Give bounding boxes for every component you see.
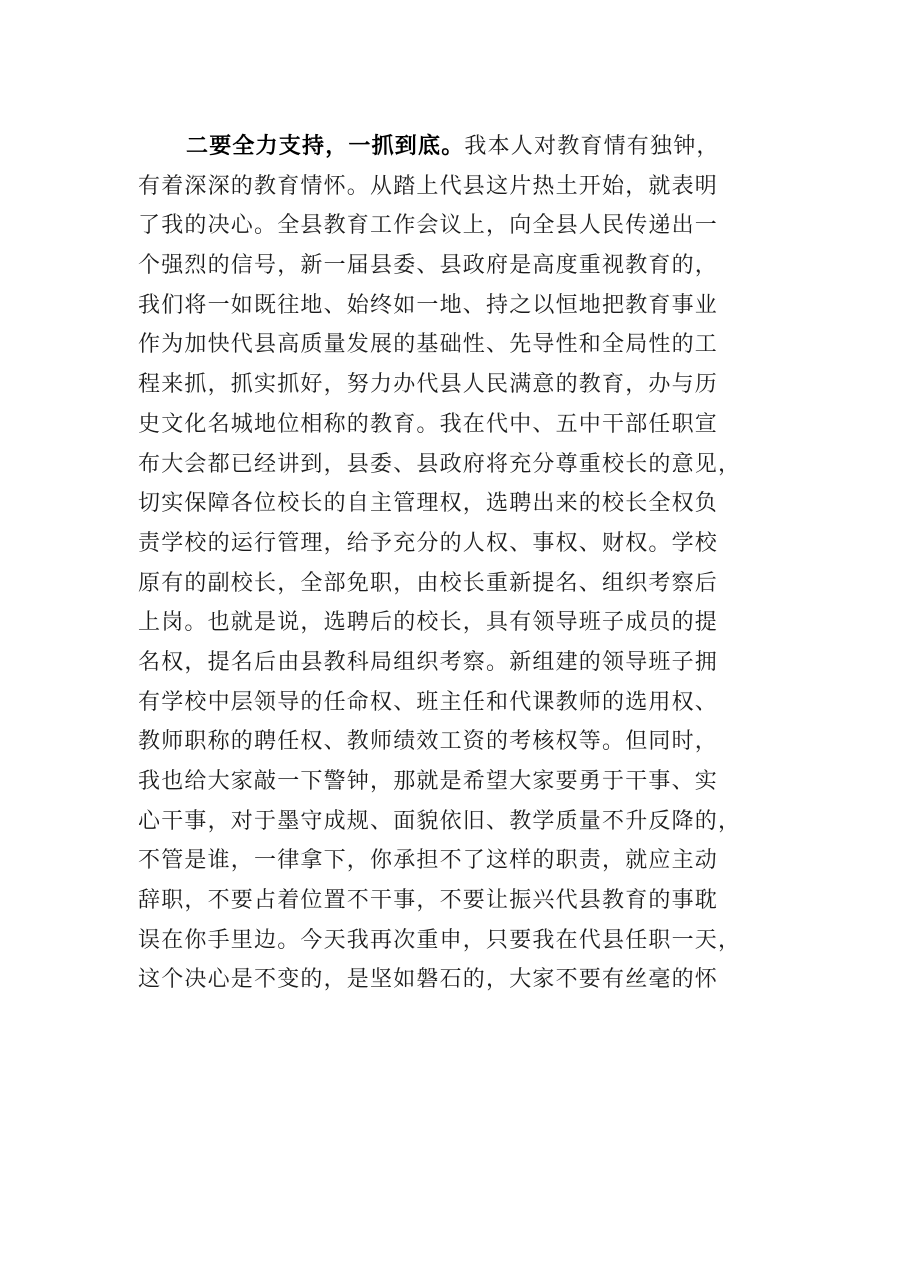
text-line: 误在你手里边。今天我再次重申，只要我在代县任职一天， bbox=[138, 927, 742, 953]
text-line: 不管是谁，一律拿下，你承担不了这样的职责，就应主动 bbox=[138, 848, 719, 874]
text-line: 了我的决心。全县教育工作会议上，向全县人民传递出一 bbox=[138, 213, 719, 239]
text-line: 史文化名城地位相称的教育。我在代中、五中干部任职宣 bbox=[138, 411, 719, 437]
text-line: 心干事，对于墨守成规、面貌依旧、教学质量不升反降的， bbox=[138, 808, 742, 834]
text-line: 布大会都已经讲到，县委、县政府将充分尊重校长的意见， bbox=[138, 451, 742, 477]
text-line: 我本人对教育情有独钟， bbox=[464, 134, 720, 159]
text-line: 教师职称的聘任权、教师绩效工资的考核权等。但同时， bbox=[138, 729, 719, 755]
paragraph-heading: 二要全力支持，一抓到底。 bbox=[186, 134, 465, 159]
text-line: 我也给大家敲一下警钟，那就是希望大家要勇于干事、实 bbox=[138, 769, 719, 794]
text-line: 责学校的运行管理，给予充分的人权、事权、财权。学校 bbox=[138, 530, 719, 556]
body-paragraph bbox=[138, 127, 778, 1000]
text-line: 有学校中层领导的任命权、班主任和代课教师的选用权、 bbox=[138, 689, 719, 715]
text-line: 程来抓，抓实抓好，努力办代县人民满意的教育，办与历 bbox=[138, 372, 719, 398]
text-line: 我们将一如既往地、始终如一地、持之以恒地把教育事业 bbox=[138, 292, 719, 318]
text-line: 这个决心是不变的，是坚如磐石的，大家不要有丝毫的怀 bbox=[138, 967, 719, 993]
text-line: 个强烈的信号，新一届县委、县政府是高度重视教育的， bbox=[138, 253, 719, 279]
text-line: 有着深深的教育情怀。从踏上代县这片热土开始，就表明 bbox=[138, 173, 719, 199]
paragraph-first-line bbox=[138, 127, 778, 167]
text-line: 名权，提名后由县教科局组织考察。新组建的领导班子拥 bbox=[138, 649, 719, 675]
text-line: 辞职，不要占着位置不干事，不要让振兴代县教育的事耽 bbox=[138, 888, 719, 914]
text-line: 作为加快代县高质量发展的基础性、先导性和全局性的工 bbox=[138, 332, 719, 358]
text-line: 原有的副校长，全部免职，由校长重新提名、组织考察后 bbox=[138, 570, 719, 596]
text-line: 上岗。也就是说，选聘后的校长，具有领导班子成员的提 bbox=[138, 610, 719, 636]
text-line: 切实保障各位校长的自主管理权，选聘出来的校长全权负 bbox=[138, 491, 719, 517]
